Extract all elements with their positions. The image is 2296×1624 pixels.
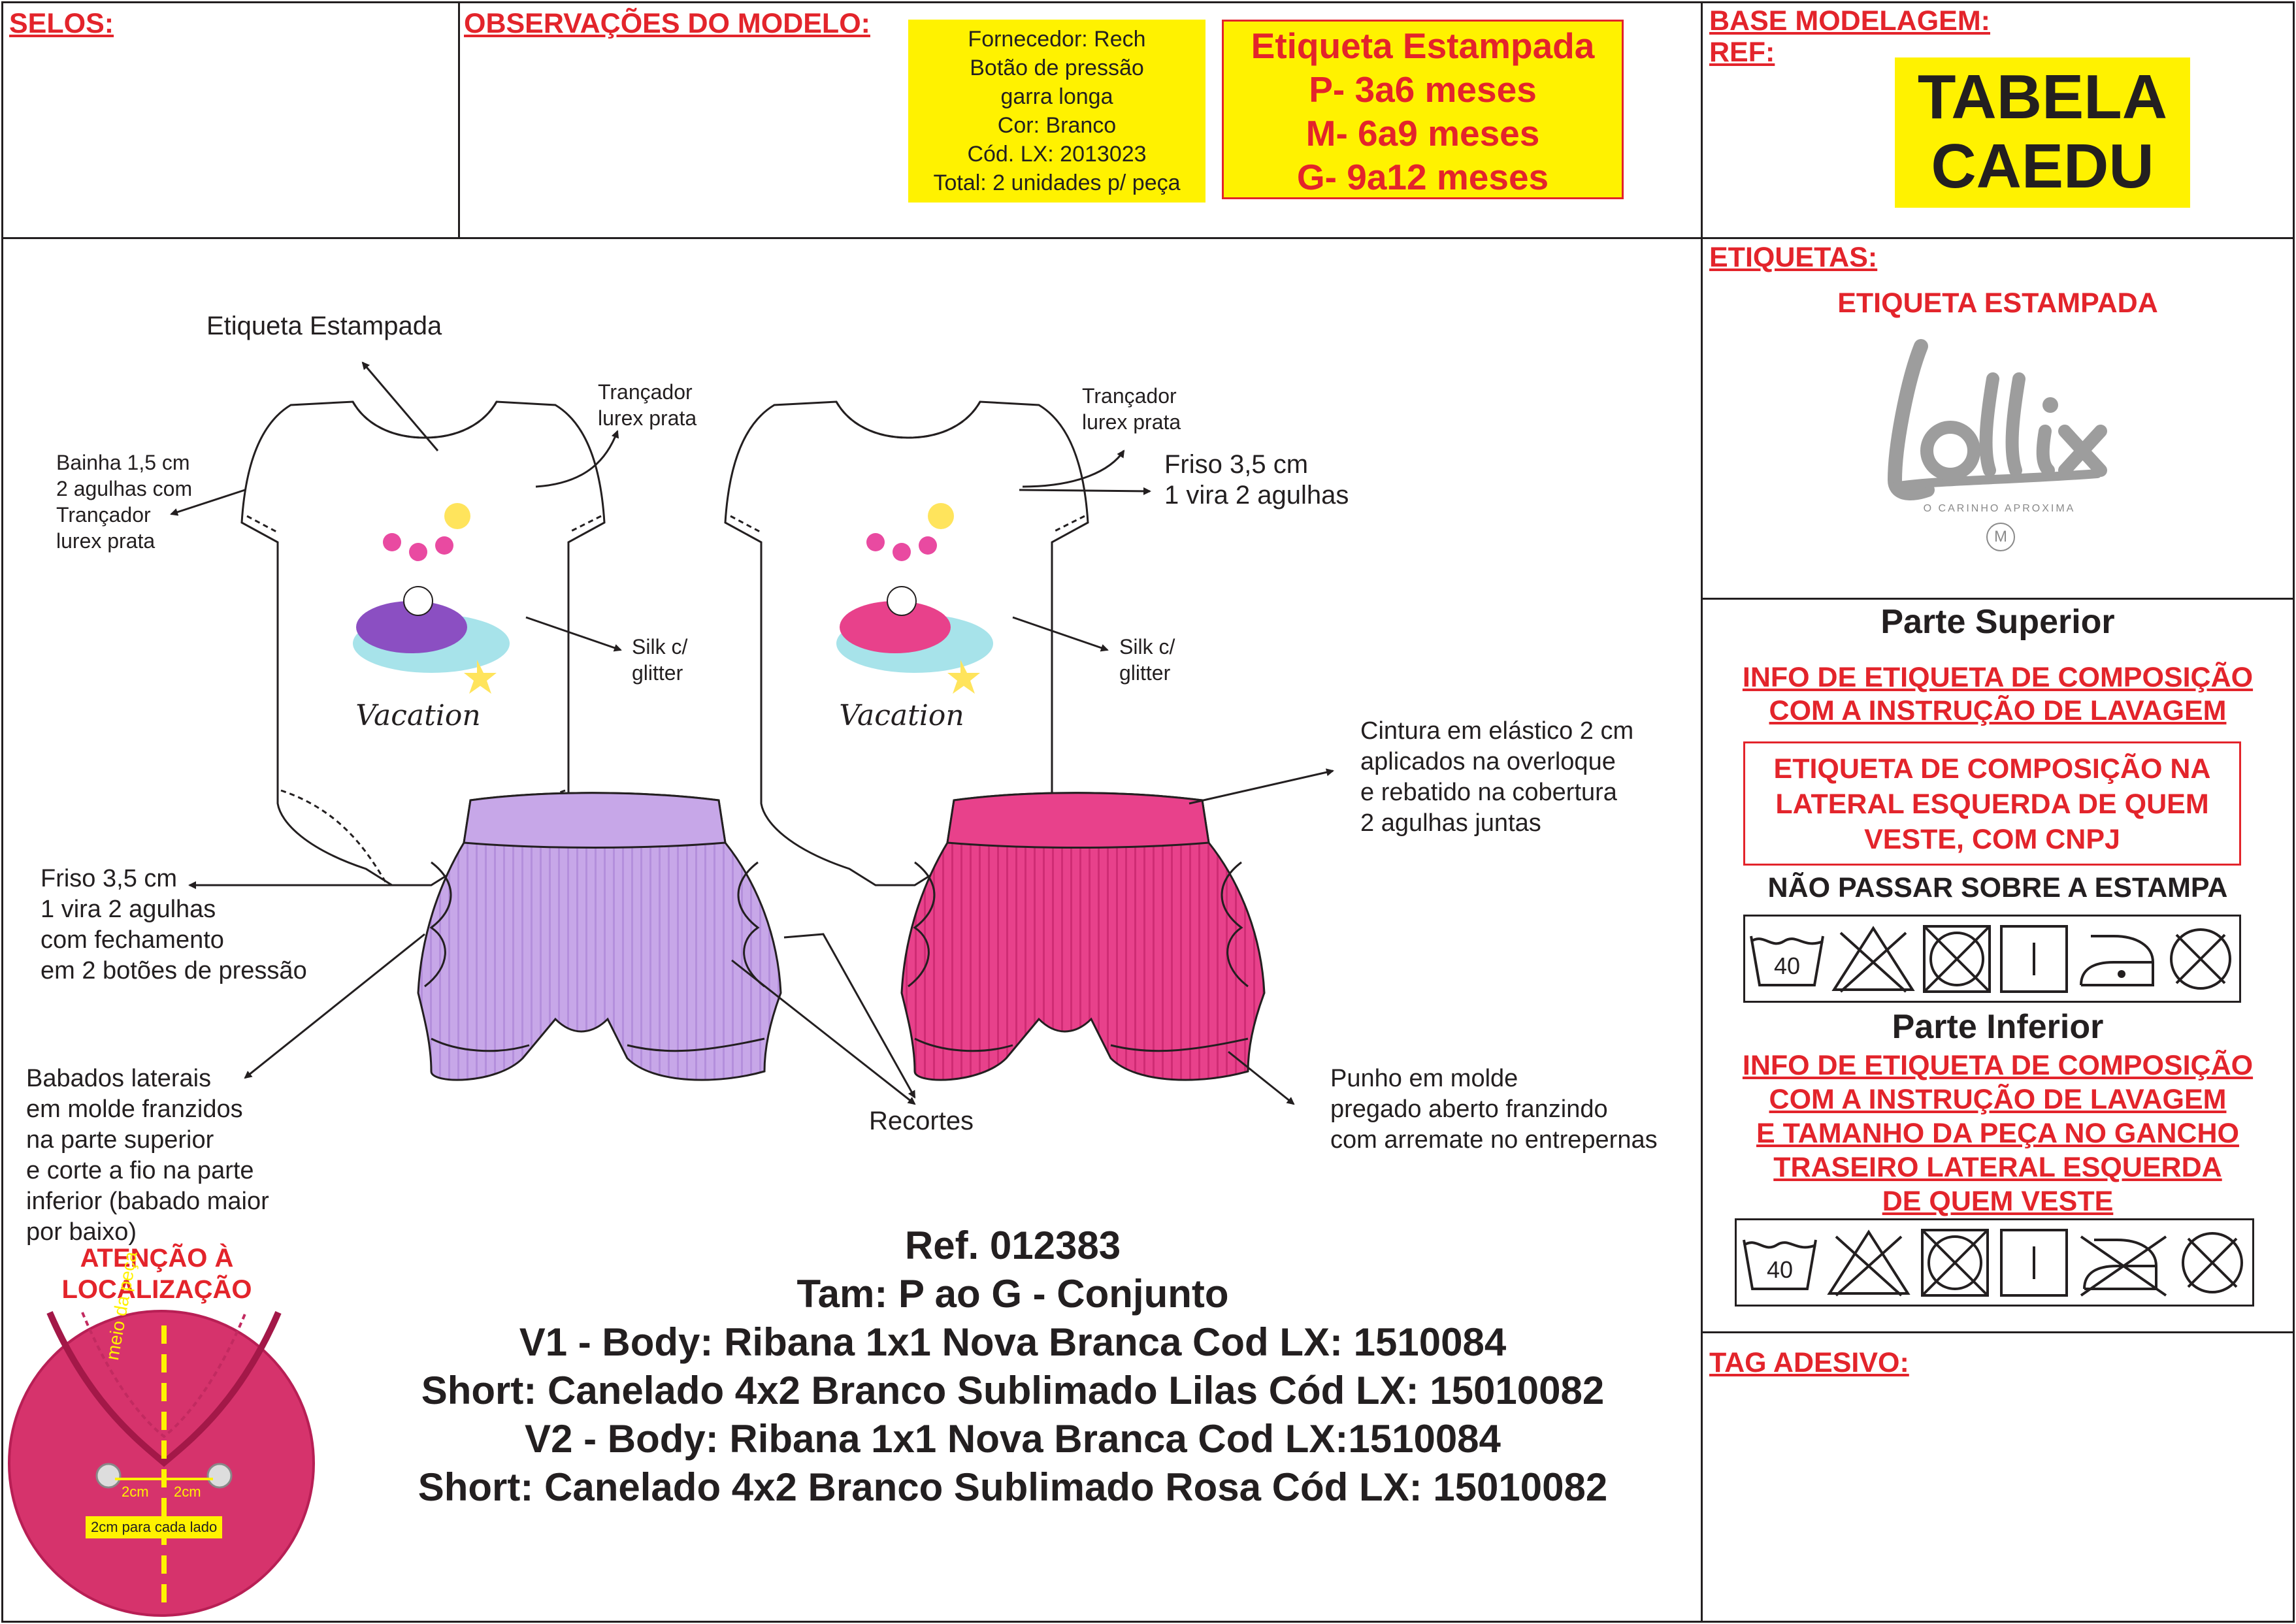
- fornecedor-line: Cor: Branco: [997, 113, 1117, 138]
- spec-line-v2-short: Short: Canelado 4x2 Branco Sublimado Rosa Cód LX: 15010082: [418, 1465, 1608, 1509]
- sup-box-line: LATERAL ESQUERDA DE QUEM: [1775, 788, 2209, 820]
- lollix-logo: [1882, 340, 2117, 555]
- short-v2-pink: [902, 793, 1264, 1080]
- wash-temp-text: 40: [1773, 952, 1800, 979]
- ann-silk-2: Silk c/ glitter: [1119, 635, 1175, 685]
- ann-recortes: Recortes: [869, 1107, 974, 1135]
- sup-composicao-box: [1743, 741, 2241, 866]
- ann-friso-left: Friso 3,5 cm 1 vira 2 agulhas com fechamento em 2 botões de pressão: [41, 865, 307, 984]
- parte-inferior-title: Parte Inferior: [1892, 1008, 2104, 1046]
- dim-cada-lado: 2cm para cada lado: [86, 1516, 222, 1538]
- tabela-line: CAEDU: [1931, 131, 2154, 201]
- no-tumble-dry-icon: [1921, 923, 1993, 995]
- etiqueta-estampada-title: ETIQUETA ESTAMPADA: [1837, 287, 2158, 319]
- no-bleach-icon: [1831, 923, 1916, 995]
- iron-low-icon: [2075, 923, 2159, 995]
- logo-size-mark: M: [1986, 523, 2015, 551]
- inf-info-line: TRASEIRO LATERAL ESQUERDA: [1773, 1152, 2222, 1183]
- selos-label: SELOS:: [9, 8, 114, 39]
- sup-info-line: COM A INSTRUÇÃO DE LAVAGEM: [1769, 695, 2227, 726]
- inf-info-line: INFO DE ETIQUETA DE COMPOSIÇÃO: [1742, 1050, 2254, 1081]
- sup-box-line: ETIQUETA DE COMPOSIÇÃO NA: [1773, 753, 2211, 785]
- atencao-label: [26, 1242, 287, 1305]
- etiqueta-line: G- 9a12 meses: [1296, 157, 1549, 197]
- dim-2cm-left: 2cm: [122, 1484, 149, 1500]
- wash-temp-text: 40: [1766, 1256, 1793, 1283]
- care-symbols-lower: [1735, 1218, 2254, 1307]
- sup-info-line: INFO DE ETIQUETA DE COMPOSIÇÃO: [1742, 662, 2254, 693]
- logo-tagline: O CARINHO APROXIMA: [1923, 503, 2076, 514]
- observacoes-label: OBSERVAÇÕES DO MODELO:: [464, 8, 870, 39]
- wash-40-icon: [1748, 923, 1826, 995]
- no-iron-icon: [2078, 1227, 2169, 1299]
- ann-etiqueta-estampada: Etiqueta Estampada: [206, 312, 442, 340]
- fornecedor-line: Botão de pressão: [970, 56, 1144, 80]
- base-modelagem-label: BASE MODELAGEM:: [1709, 5, 1990, 37]
- line-dry-icon: [1998, 923, 2070, 995]
- tag-adesivo-label: TAG ADESIVO:: [1709, 1347, 1909, 1378]
- nao-passar-label: NÃO PASSAR SOBRE A ESTAMPA: [1767, 872, 2228, 903]
- spec-line-v1-short: Short: Canelado 4x2 Branco Sublimado Lilas Cód LX: 15010082: [421, 1369, 1605, 1412]
- etiquetas-label: ETIQUETAS:: [1709, 242, 1878, 273]
- ann-friso-right: Friso 3,5 cm 1 vira 2 agulhas: [1164, 450, 1349, 510]
- wash-40-icon: [1741, 1227, 1819, 1299]
- ann-trancador-1: Trançador lurex prata: [598, 380, 697, 430]
- fornecedor-line: Fornecedor: Rech: [968, 27, 1146, 52]
- atencao-line: LOCALIZAÇÃO: [61, 1275, 252, 1304]
- tabela-line: TABELA: [1917, 62, 2168, 132]
- etiqueta-line: P- 3a6 meses: [1309, 69, 1537, 110]
- ann-cintura: Cintura em elástico 2 cm aplicados na overloque e rebatido na cobertura 2 agulhas juntas: [1360, 717, 1634, 837]
- inf-info-line: DE QUEM VESTE: [1882, 1186, 2114, 1217]
- parte-superior-title: Parte Superior: [1880, 603, 2115, 641]
- dim-2cm-right: 2cm: [174, 1484, 201, 1500]
- line-dry-icon: [1998, 1227, 2070, 1299]
- atencao-line: ATENÇÃO À: [80, 1244, 234, 1273]
- inf-info-line: COM A INSTRUÇÃO DE LAVAGEM: [1769, 1084, 2227, 1115]
- etiqueta-line: M- 6a9 meses: [1305, 113, 1540, 154]
- ann-trancador-2: Trançador lurex prata: [1082, 384, 1181, 434]
- inf-info-line: E TAMANHO DA PEÇA NO GANCHO: [1756, 1118, 2239, 1149]
- inf-info: [1701, 1048, 2295, 1218]
- ann-silk-1: Silk c/ glitter: [632, 635, 688, 685]
- no-dry-clean-icon: [2165, 923, 2237, 995]
- ann-babados: Babados laterais em molde franzidos na parte superior e corte a fio na parte inferior (babado maior por baixo): [26, 1065, 269, 1246]
- tabela-caedu-box: [1895, 57, 2190, 208]
- short-v1-lilac: [418, 793, 781, 1080]
- ref-label: REF:: [1709, 37, 1775, 68]
- spec-line-v2-body: V2 - Body: Ribana 1x1 Nova Branca Cod LX:1510084: [525, 1417, 1501, 1461]
- print-text-v1: Vacation: [355, 699, 481, 732]
- ann-punho: Punho em molde pregado aberto franzindo com arremate no entrepernas: [1330, 1065, 1658, 1154]
- spec-line-tam: Tam: P ao G - Conjunto: [796, 1272, 1229, 1316]
- fornecedor-line: garra longa: [1000, 84, 1113, 109]
- sup-info: [1701, 661, 2295, 728]
- print-text-v2: Vacation: [839, 699, 964, 732]
- spec-lines: [327, 1222, 1699, 1512]
- sup-box-line: VESTE, COM CNPJ: [1864, 824, 2120, 855]
- etiqueta-line: Etiqueta Estampada: [1251, 25, 1595, 66]
- fornecedor-line: Total: 2 unidades p/ peça: [933, 171, 1181, 195]
- meio-da-peca-label: meio da peça: [102, 1250, 141, 1362]
- spec-line-v1-body: V1 - Body: Ribana 1x1 Nova Branca Cod LX: 1510084: [519, 1320, 1507, 1364]
- no-dry-clean-icon: [2176, 1227, 2248, 1299]
- spec-line-ref: Ref. 012383: [904, 1224, 1121, 1267]
- localizacao-art: [10, 1312, 318, 1619]
- no-bleach-icon: [1826, 1227, 1911, 1299]
- no-tumble-dry-icon: [1919, 1227, 1991, 1299]
- ann-bainha: Bainha 1,5 cm 2 agulhas com Trançador lurex prata: [56, 451, 193, 553]
- fornecedor-line: Cód. LX: 2013023: [967, 142, 1147, 167]
- care-symbols-upper: [1743, 915, 2241, 1003]
